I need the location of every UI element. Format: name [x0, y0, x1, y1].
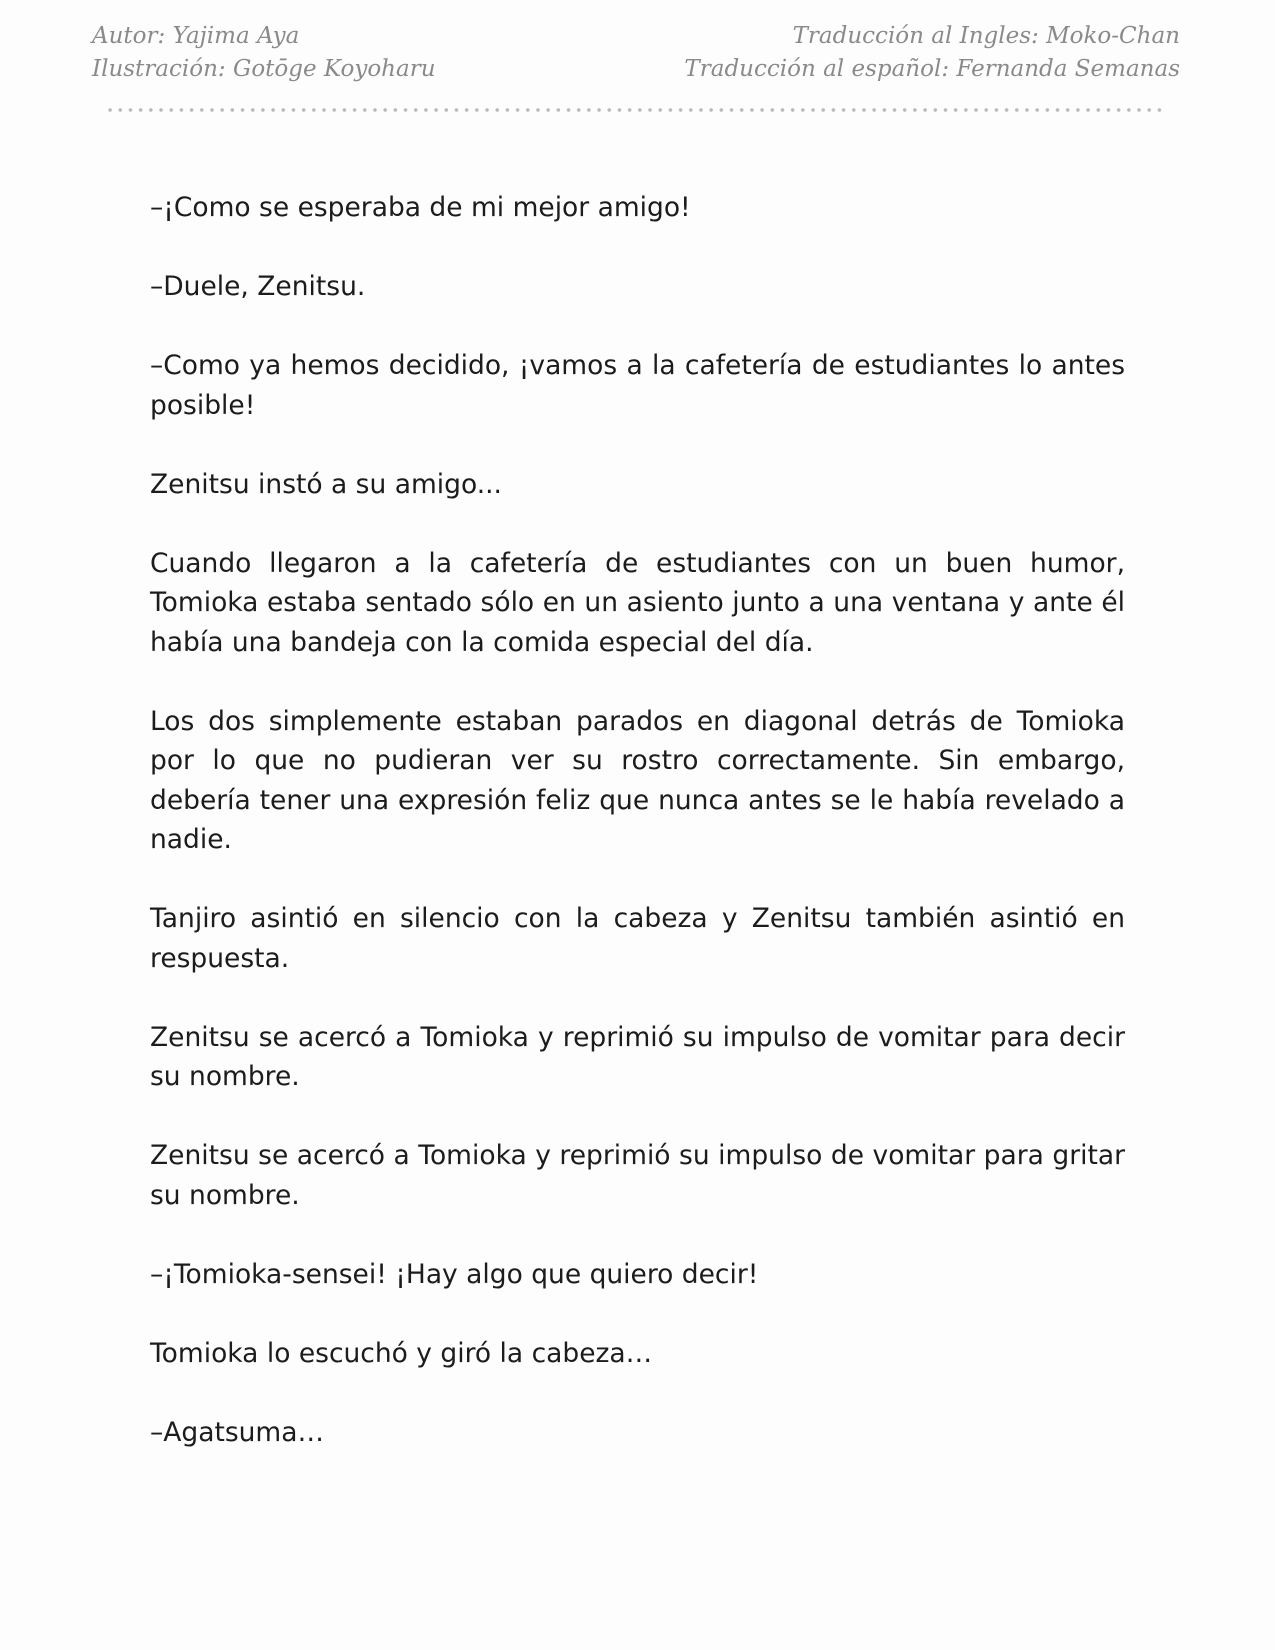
- english-translation-credit: Traducción al Ingles: Moko-Chan: [792, 23, 1180, 49]
- illustration-credit: Ilustración: Gotōge Koyoharu: [92, 56, 436, 82]
- header-credits-left: [92, 20, 436, 86]
- paragraph: –¡Tomioka-sensei! ¡Hay algo que quiero decir!: [150, 1258, 759, 1290]
- paragraph: Tanjiro asintió en silencio con la cabeza y Zenitsu también asintió en respuesta.: [150, 903, 1125, 974]
- paragraph: Cuando llegaron a la cafetería de estudiantes con un buen humor, Tomioka estaba sentado sólo en un asiento junto a una ventana y ante él había una bandeja con la comida especial del día.: [150, 547, 1125, 658]
- paragraph: Zenitsu se acercó a Tomioka y reprimió su impulso de vomitar para gritar su nombre.: [150, 1140, 1125, 1211]
- story-body: [150, 188, 1125, 1492]
- paragraph: –Como ya hemos decidido, ¡vamos a la cafetería de estudiantes lo antes posible!: [150, 350, 1125, 421]
- spanish-translation-credit: Traducción al español: Fernanda Semanas: [684, 56, 1180, 82]
- header-credits-right: [684, 20, 1180, 86]
- paragraph: –Agatsuma…: [150, 1416, 324, 1448]
- paragraph: –Duele, Zenitsu.: [150, 271, 366, 302]
- author-credit: Autor: Yajima Aya: [92, 23, 300, 49]
- paragraph: Zenitsu instó a su amigo...: [150, 468, 502, 500]
- page-header: [92, 20, 1180, 90]
- paragraph: Tomioka lo escuchó y giró la cabeza…: [150, 1337, 653, 1369]
- paragraph: –¡Como se esperaba de mi mejor amigo!: [150, 192, 691, 223]
- dotted-divider: [105, 107, 1165, 113]
- paragraph: Los dos simplemente estaban parados en diagonal detrás de Tomioka por lo que no pudieran ver su rostro correctamente. Sin embargo, debería tener una expresión feliz que nunca antes se le había revelado a nadie.: [150, 705, 1125, 855]
- paragraph: Zenitsu se acercó a Tomioka y reprimió su impulso de vomitar para decir su nombre.: [150, 1021, 1125, 1092]
